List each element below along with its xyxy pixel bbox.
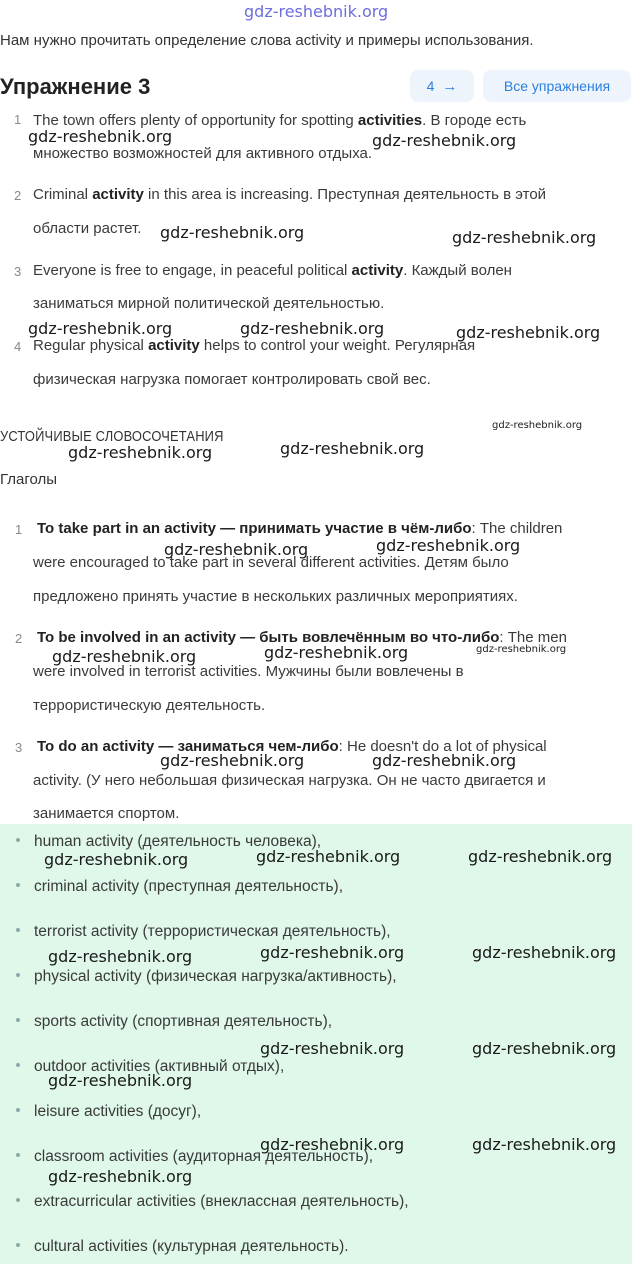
watermark: gdz-reshebnik.org <box>160 751 305 770</box>
bullet-icon <box>16 1063 20 1067</box>
watermark: gdz-reshebnik.org <box>452 228 597 247</box>
idiom-number: 3 <box>15 740 23 755</box>
collocation-item: outdoor activities (активный отдых), <box>16 1058 284 1076</box>
intro-text: Нам нужно прочитать определение слова activity и примеры использования. <box>0 32 534 49</box>
watermark: gdz-reshebnik.org <box>68 443 213 462</box>
watermark: gdz-reshebnik.org <box>492 420 583 431</box>
watermark: gdz-reshebnik.org <box>48 947 193 966</box>
watermark: gdz-reshebnik.org <box>164 540 309 559</box>
watermark: gdz-reshebnik.org <box>256 847 401 866</box>
all-exercises-button[interactable]: Все упражнения <box>483 70 631 102</box>
watermark: gdz-reshebnik.org <box>472 943 617 962</box>
watermark: gdz-reshebnik.org <box>28 127 173 146</box>
collocation-item: cultural activities (культурная деятельность). <box>16 1238 349 1256</box>
example-number: 3 <box>14 264 22 279</box>
idiom-number: 2 <box>15 631 23 646</box>
bullet-icon <box>16 1153 20 1157</box>
example-line: заниматься мирной политической деятельностью. <box>33 295 385 312</box>
watermark: gdz-reshebnik.org <box>260 1039 405 1058</box>
idiom-line: террористическую деятельность. <box>33 697 266 714</box>
collocation-item: terrorist activity (террористическая деятельность), <box>16 923 391 941</box>
watermark: gdz-reshebnik.org <box>44 850 189 869</box>
example-number: 2 <box>14 188 22 203</box>
watermark: gdz-reshebnik.org <box>264 643 409 662</box>
watermark: gdz-reshebnik.org <box>28 319 173 338</box>
watermark: gdz-reshebnik.org <box>240 319 385 338</box>
example-line: множество возможностей для активного отдыха. <box>33 145 373 162</box>
watermark: gdz-reshebnik.org <box>160 223 305 242</box>
watermark: gdz-reshebnik.org <box>372 131 517 150</box>
idiom-line: were involved in terrorist activities. Мужчины были вовлечены в <box>33 663 464 680</box>
idiom-line: предложено принять участие в нескольких различных мероприятиях. <box>33 588 518 605</box>
idiom-line: занимается спортом. <box>33 805 180 822</box>
example-line: The town offers plenty of opportunity for spotting activities. В городе есть <box>33 112 527 129</box>
idiom-line: To be involved in an activity — быть вовлечённым во что-либо: The men <box>37 629 567 646</box>
collocation-item: physical activity (физическая нагрузка/активность), <box>16 968 397 986</box>
watermark: gdz-reshebnik.org <box>48 1167 193 1186</box>
example-number: 1 <box>14 112 22 127</box>
page-title: Упражнение 3 <box>0 74 151 99</box>
idiom-line: were encouraged to take part in several different activities. Детям было <box>33 554 509 571</box>
collocation-item: sports activity (спортивная деятельность), <box>16 1013 332 1031</box>
watermark: gdz-reshebnik.org <box>472 1135 617 1154</box>
idiom-number: 1 <box>15 522 23 537</box>
watermark: gdz-reshebnik.org <box>376 536 521 555</box>
watermark: gdz-reshebnik.org <box>468 847 613 866</box>
watermark: gdz-reshebnik.org <box>260 1135 405 1154</box>
idiom-line: activity. (У него небольшая физическая нагрузка. Он не часто двигается и <box>33 772 546 789</box>
bullet-icon <box>16 838 20 842</box>
bullet-icon <box>16 1243 20 1247</box>
bullet-icon <box>16 928 20 932</box>
example-line: Everyone is free to engage, in peaceful political activity. Каждый волен <box>33 262 512 279</box>
next-exercise-label: 4 <box>426 78 435 94</box>
watermark: gdz-reshebnik.org <box>476 644 567 655</box>
collocation-item: criminal activity (преступная деятельность), <box>16 878 343 896</box>
watermark: gdz-reshebnik.org <box>48 1071 193 1090</box>
example-line: физическая нагрузка помогает контролировать свой вес. <box>33 371 431 388</box>
watermark: gdz-reshebnik.org <box>52 647 197 666</box>
collocation-item: leisure activities (досуг), <box>16 1103 201 1121</box>
watermark: gdz-reshebnik.org <box>456 323 601 342</box>
idiom-line: To do an activity — заниматься чем-либо: He doesn't do a lot of physical <box>37 738 547 755</box>
collocation-item: human activity (деятельность человека), <box>16 833 321 851</box>
watermark-top: gdz-reshebnik.org <box>244 2 389 21</box>
bullet-icon <box>16 883 20 887</box>
collocation-item: classroom activities (аудиторная деятельность), <box>16 1148 373 1166</box>
verbs-label: Глаголы <box>0 471 58 488</box>
watermark: gdz-reshebnik.org <box>372 751 517 770</box>
watermark: gdz-reshebnik.org <box>280 439 425 458</box>
collocation-item: extracurricular activities (внеклассная деятельность), <box>16 1193 409 1211</box>
example-number: 4 <box>14 339 22 354</box>
bullet-icon <box>16 1198 20 1202</box>
idiom-line: To take part in an activity — принимать участие в чём-либо: The children <box>37 520 563 537</box>
arrow-right-icon: → <box>442 77 458 95</box>
example-line: Regular physical activity helps to control your weight. Регулярная <box>33 337 476 354</box>
bullet-icon <box>16 1108 20 1112</box>
next-exercise-button[interactable] <box>410 70 474 102</box>
section-title: УСТОЙЧИВЫЕ СЛОВОСОЧЕТАНИЯ <box>0 428 224 445</box>
bullet-icon <box>16 973 20 977</box>
example-line: Criminal activity in this area is increasing. Преступная деятельность в этой <box>33 186 547 203</box>
watermark: gdz-reshebnik.org <box>472 1039 617 1058</box>
watermark: gdz-reshebnik.org <box>260 943 405 962</box>
example-line: области растет. <box>33 220 142 237</box>
bullet-icon <box>16 1018 20 1022</box>
